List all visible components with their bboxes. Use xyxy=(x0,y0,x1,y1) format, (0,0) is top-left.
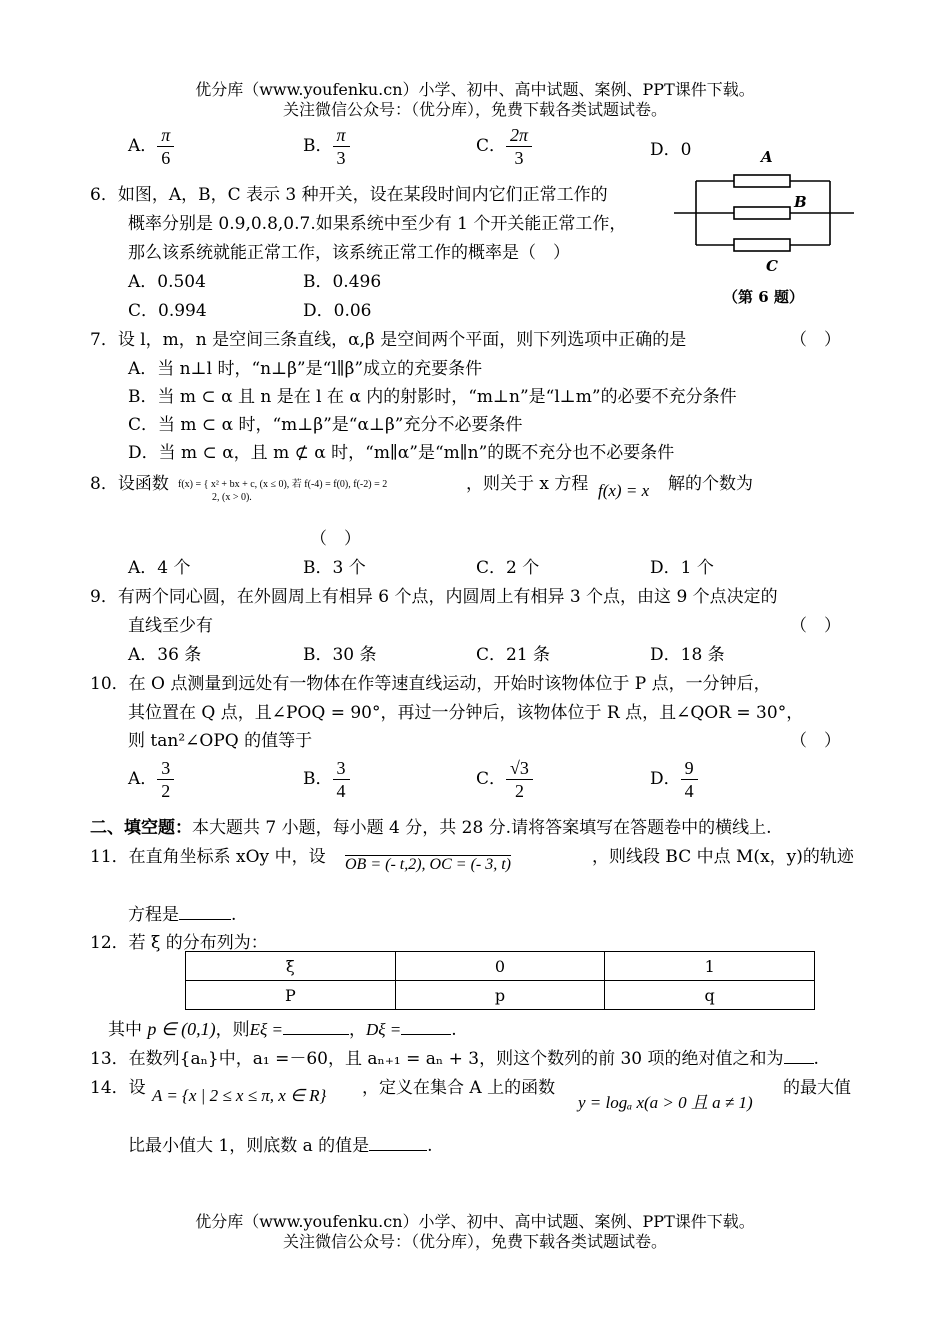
q9-paren: （ ） xyxy=(790,616,841,636)
q10-a-label: A． xyxy=(128,769,158,789)
q6-option-a: A．0.504 xyxy=(128,272,206,292)
q14-start: 14．设 xyxy=(90,1078,146,1098)
table-row xyxy=(186,952,815,981)
q8-piecewise-function xyxy=(178,478,387,504)
table-row xyxy=(186,981,815,1010)
q5-option-d: D．0 xyxy=(650,140,692,160)
q5-b-label: B． xyxy=(303,136,333,156)
q13-answer-blank[interactable] xyxy=(784,1063,814,1064)
q9-line-2: 直线至少有 xyxy=(128,616,213,636)
q5-c-num: 2π xyxy=(506,124,532,147)
switch-b xyxy=(734,207,790,219)
q10-d-den: 4 xyxy=(684,781,694,801)
q7-paren: （ ） xyxy=(790,330,841,350)
fig-caption: （第 6 题） xyxy=(723,288,804,306)
distribution-table xyxy=(185,951,815,1010)
q12-after-mid: ，则 xyxy=(215,1020,250,1040)
q7-option-a: A．当 n⊥l 时，“n⊥β”是“l∥β”成立的充要条件 xyxy=(128,359,483,379)
q5-c-den: 3 xyxy=(514,148,524,168)
table-cell: ξ xyxy=(186,952,396,981)
table-cell: q xyxy=(605,981,815,1010)
q11-vectors: OB = (- t,2), OC = (- 3, t) xyxy=(345,856,512,873)
table-cell: 1 xyxy=(605,952,815,981)
q8-equation: f(x) = x xyxy=(598,481,650,500)
q12-after-start: 其中 xyxy=(108,1020,142,1040)
q8-func-line-1: f(x) = { x² + bx + c, (x ≤ 0) xyxy=(178,479,287,490)
q5-b-num: π xyxy=(333,124,350,147)
footer-line-2: 关注微信公众号：（优分库），免费下载各类试题试卷。 xyxy=(282,1232,667,1251)
q10-option-c xyxy=(476,757,533,802)
q12-tail: . xyxy=(451,1020,457,1040)
switch-a xyxy=(734,175,790,187)
q6-option-c: C．0.994 xyxy=(128,301,207,321)
q13-line xyxy=(90,1044,819,1069)
q5-a-den: 6 xyxy=(161,148,171,168)
q9-option-a: A．36 条 xyxy=(128,645,202,665)
q5-option-c xyxy=(476,124,532,169)
q10-a-num: 3 xyxy=(157,757,174,780)
q5-b-den: 3 xyxy=(336,148,346,168)
q12-cond: p ∈ (0,1) xyxy=(147,1019,216,1039)
q10-c-den: 2 xyxy=(514,781,524,801)
q12-e-label: Eξ = xyxy=(249,1020,283,1039)
q12-after xyxy=(108,1015,457,1040)
q8-paren: （ ） xyxy=(310,529,361,549)
q12-sep: ， xyxy=(348,1020,366,1040)
q10-option-a xyxy=(128,757,174,802)
q12-stem: 12．若 ξ 的分布列为： xyxy=(90,933,268,953)
q9-option-b: B．30 条 xyxy=(303,645,377,665)
q13-tail: . xyxy=(813,1049,819,1069)
q7-option-c: C．当 m ⊂ α 时，“m⊥β”是“α⊥β”充分不必要条件 xyxy=(128,415,523,435)
q6-option-b: B．0.496 xyxy=(303,272,382,292)
q11-start: 11．在直角坐标系 xOy 中，设 xyxy=(90,847,326,867)
q14-line-2 xyxy=(128,1131,433,1156)
q8-option-d: D．1 个 xyxy=(650,558,714,578)
q5-a-num: π xyxy=(157,124,174,147)
q6-line-2: 概率分别是 0.9,0.8,0.7.如果系统中至少有 1 个开关能正常工作， xyxy=(128,214,627,234)
q10-c-num: √3 xyxy=(506,757,533,780)
q10-line-2: 其位置在 Q 点，且∠POQ = 90°，再过一分钟后，该物体位于 R 点，且∠QOR = 30°， xyxy=(128,703,804,723)
q8-option-c: C．2 个 xyxy=(476,558,540,578)
section-2-heading xyxy=(90,813,772,838)
q10-b-num: 3 xyxy=(333,757,350,780)
q5-a-label: A． xyxy=(128,136,158,156)
q11-answer-blank[interactable] xyxy=(179,919,231,920)
q8-stem-end: 解的个数为 xyxy=(668,474,753,494)
fig-label-c: C xyxy=(766,257,778,275)
q9-option-d: D．18 条 xyxy=(650,645,725,665)
q11-end: ，则线段 BC 中点 M(x，y)的轨迹 xyxy=(592,847,854,867)
section-2-title: 二、填空题： xyxy=(90,818,192,838)
table-cell: P xyxy=(186,981,396,1010)
q14-answer-blank[interactable] xyxy=(369,1150,427,1151)
q7-stem: 7．设 l，m，n 是空间三条直线，α,β 是空间两个平面，则下列选项中正确的是 xyxy=(90,330,687,350)
q8-option-b: B．3 个 xyxy=(303,558,366,578)
q7-option-b: B．当 m ⊂ α 且 n 是在 l 在 α 内的射影时，“m⊥n”是“l⊥m”的必要不充分条件 xyxy=(128,387,737,407)
footer-line-1: 优分库（www.youfenku.cn）小学、初中、高中试题、案例、PPT课件下载。 xyxy=(195,1212,755,1231)
q9-option-c: C．21 条 xyxy=(476,645,551,665)
q10-option-b xyxy=(303,757,350,802)
q10-c-label: C． xyxy=(476,769,507,789)
q10-b-label: B． xyxy=(303,769,333,789)
q13-text: 13．在数列{aₙ}中，a₁ =－60，且 aₙ₊₁ = aₙ + 3，则这个数列的前 30 项的绝对值之和为 xyxy=(90,1049,784,1069)
table-cell: p xyxy=(395,981,605,1010)
q10-line-3: 则 tan²∠OPQ 的值等于 xyxy=(128,731,313,751)
fig-label-a: A xyxy=(761,148,773,166)
switch-c xyxy=(734,239,790,251)
q11-tail: . xyxy=(231,905,237,925)
q8-option-a: A．4 个 xyxy=(128,558,191,578)
q8-stem-start: 8．设函数 xyxy=(90,474,169,494)
q14-set: A = {x | 2 ≤ x ≤ π, x ∈ R} xyxy=(152,1086,327,1105)
q5-c-label: C． xyxy=(476,136,507,156)
q11-line-2 xyxy=(128,900,236,925)
q14-end: 的最大值 xyxy=(783,1078,851,1098)
q6-option-d: D．0.06 xyxy=(303,301,372,321)
q12-e-blank[interactable] xyxy=(283,1034,349,1035)
q12-d-blank[interactable] xyxy=(401,1034,451,1035)
q10-paren: （ ） xyxy=(790,731,841,751)
q14-tail: . xyxy=(427,1136,433,1156)
q7-option-d: D．当 m ⊂ α，且 m ⊄ α 时，“m∥α”是“m∥n”的既不充分也不必要条件 xyxy=(128,443,675,463)
q10-d-num: 9 xyxy=(681,757,698,780)
q10-option-d xyxy=(650,757,698,802)
q9-line-1: 9．有两个同心圆，在外圆周上有相异 6 个点，内圆周上有相异 3 个点，由这 9 个点决定的 xyxy=(90,587,778,607)
q11-line-2-text: 方程是 xyxy=(128,905,179,925)
q14-func: y = logₐ x(a > 0 且 a ≠ 1) xyxy=(578,1093,753,1112)
q8-func-cond: , 若 f(-4) = f(0), f(-2) = 2 xyxy=(286,479,388,490)
q8-func-line-2: 2, (x > 0). xyxy=(212,492,252,503)
q5-option-b xyxy=(303,124,350,169)
q10-line-1: 10．在 O 点测量到远处有一物体在作等速直线运动，开始时该物体位于 P 点，一分钟后， xyxy=(90,674,771,694)
fig-label-b: B xyxy=(794,193,807,211)
q12-d-label: Dξ = xyxy=(365,1020,402,1039)
header-line-1: 优分库（www.youfenku.cn）小学、初中、高中试题、案例、PPT课件下载。 xyxy=(195,80,755,99)
q6-line-1: 6．如图，A，B，C 表示 3 种开关，设在某段时间内它们正常工作的 xyxy=(90,185,608,205)
section-2-desc: 本大题共 7 小题，每小题 4 分，共 28 分.请将答案填写在答题卷中的横线上. xyxy=(192,818,772,838)
q10-b-den: 4 xyxy=(336,781,346,801)
q5-option-a xyxy=(128,124,174,169)
table-cell: 0 xyxy=(395,952,605,981)
q8-stem-mid: ，则关于 x 方程 xyxy=(466,474,589,494)
q10-d-label: D． xyxy=(650,769,681,789)
q14-mid: ，定义在集合 A 上的函数 xyxy=(362,1078,556,1098)
q6-line-3: 那么该系统就能正常工作，该系统正常工作的概率是（ ） xyxy=(128,243,570,263)
q10-a-den: 2 xyxy=(161,781,171,801)
header-line-2: 关注微信公众号：（优分库），免费下载各类试题试卷。 xyxy=(282,100,667,119)
q14-line-2-text: 比最小值大 1，则底数 a 的值是 xyxy=(128,1136,370,1156)
